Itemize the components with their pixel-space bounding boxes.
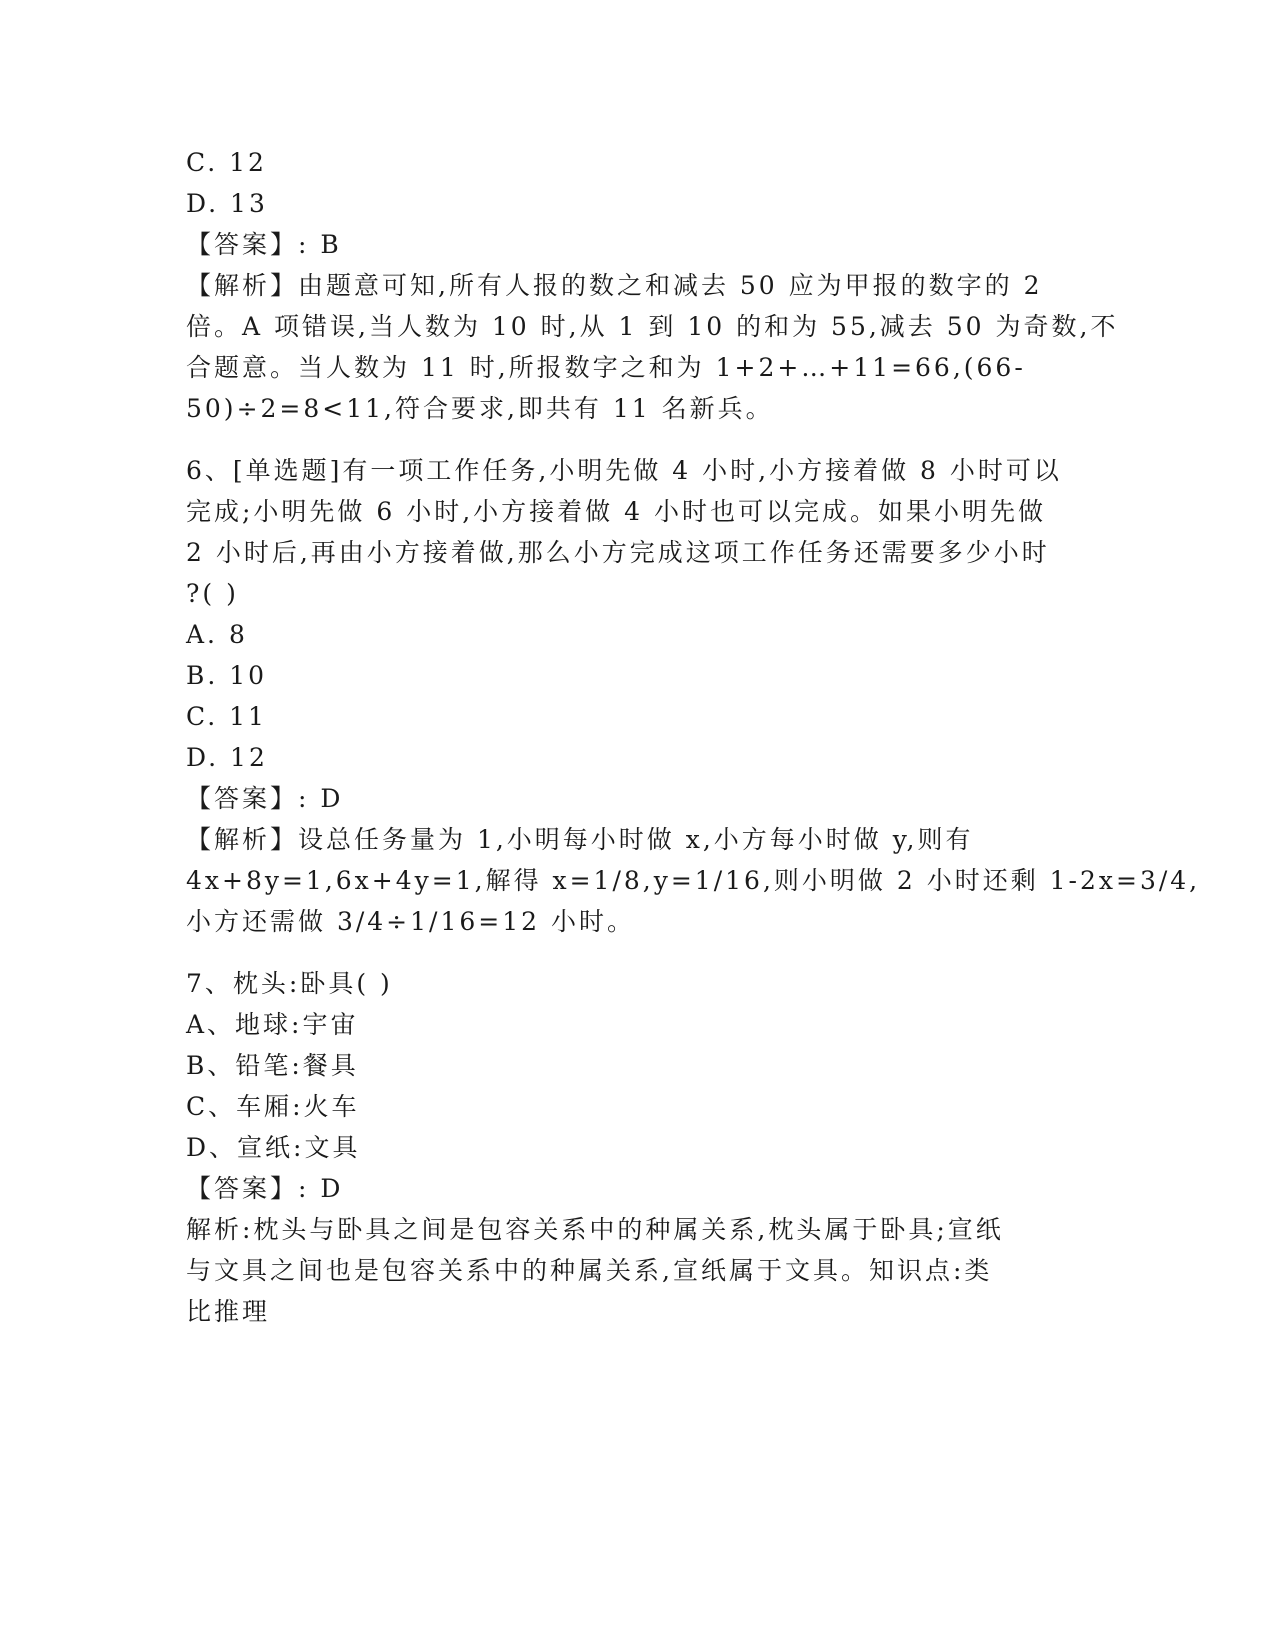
q5-option-d: D. 13 xyxy=(186,189,268,218)
q5-analysis-line: 50)÷2=8<11,符合要求,即共有 11 名新兵。 xyxy=(186,394,774,423)
q7-option-a: A、地球:宇宙 xyxy=(186,1010,359,1039)
q7-option-c: C、车厢:火车 xyxy=(186,1092,360,1121)
q7-analysis-line: 解析:枕头与卧具之间是包容关系中的种属关系,枕头属于卧具;宣纸 xyxy=(186,1215,1004,1244)
q6-analysis-line: 4x+8y=1,6x+4y=1,解得 x=1/8,y=1/16,则小明做 2 小时还剩 1-2x=3/4, xyxy=(186,866,1201,895)
q7-analysis-line: 比推理 xyxy=(186,1297,271,1326)
q6-stem-line: 完成;小明先做 6 小时,小方接着做 4 小时也可以完成。如果小明先做 xyxy=(186,497,1046,526)
q5-option-c: C. 12 xyxy=(186,148,267,177)
q7-answer: 【答案】: D xyxy=(186,1174,344,1203)
q6-stem-line: ?( ) xyxy=(186,579,239,608)
q6-analysis-line: 【解析】设总任务量为 1,小明每小时做 x,小方每小时做 y,则有 xyxy=(186,825,974,854)
q6-analysis-line: 小方还需做 3/4÷1/16=12 小时。 xyxy=(186,907,635,936)
q6-stem-line: 6、[单选题]有一项工作任务,小明先做 4 小时,小方接着做 8 小时可以 xyxy=(186,456,1062,485)
q6-option-c: C. 11 xyxy=(186,702,267,731)
q5-analysis-line: 【解析】由题意可知,所有人报的数之和减去 50 应为甲报的数字的 2 xyxy=(186,271,1043,300)
q7-option-b: B、铅笔:餐具 xyxy=(186,1051,359,1080)
q5-analysis-line: 合题意。当人数为 11 时,所报数字之和为 1+2+…+11=66,(66- xyxy=(186,353,1026,382)
q7-option-d: D、宣纸:文具 xyxy=(186,1133,361,1162)
q7-analysis-line: 与文具之间也是包容关系中的种属关系,宣纸属于文具。知识点:类 xyxy=(186,1256,993,1285)
q6-stem-line: 2 小时后,再由小方接着做,那么小方完成这项工作任务还需要多少小时 xyxy=(186,538,1050,567)
q5-analysis-line: 倍。A 项错误,当人数为 10 时,从 1 到 10 的和为 55,减去 50 为奇数,不 xyxy=(186,312,1119,341)
q6-option-a: A. 8 xyxy=(186,620,248,649)
q6-answer: 【答案】: D xyxy=(186,784,344,813)
q6-option-d: D. 12 xyxy=(186,743,268,772)
q5-answer: 【答案】: B xyxy=(186,230,342,259)
q7-stem: 7、枕头:卧具( ) xyxy=(186,969,393,998)
q6-option-b: B. 10 xyxy=(186,661,268,690)
